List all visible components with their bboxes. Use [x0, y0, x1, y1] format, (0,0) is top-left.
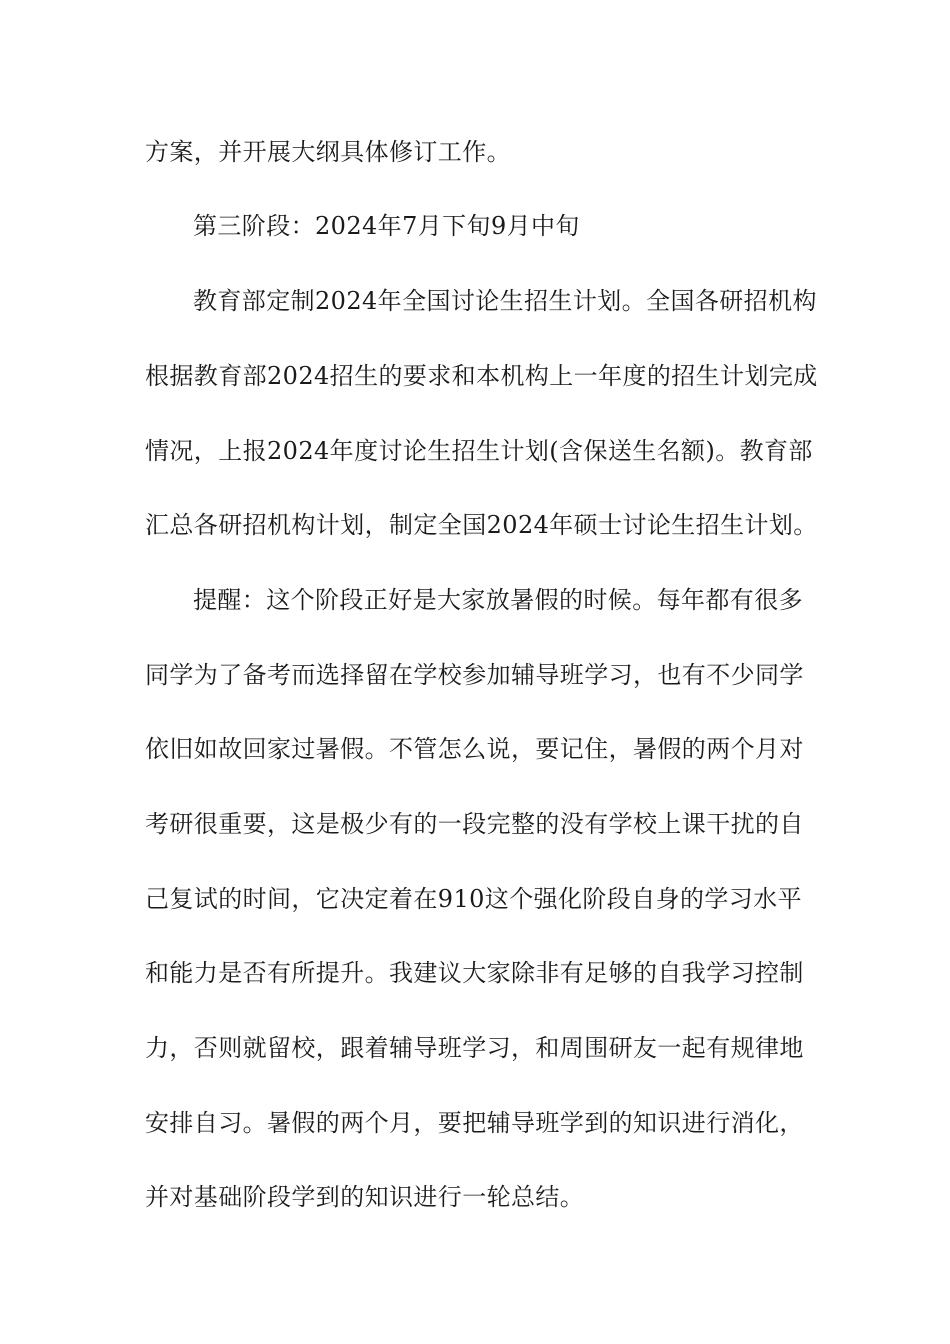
paragraph-line: 情况，上报2024年度讨论生招生计划(含保送生名额)。教育部 [145, 437, 813, 465]
paragraph-line: 己复试的时间，它决定着在910这个强化阶段自身的学习水平 [145, 885, 803, 913]
paragraph-line: 考研很重要，这是极少有的一段完整的没有学校上课干扰的自 [145, 810, 804, 838]
paragraph-line: 同学为了备考而选择留在学校参加辅导班学习，也有不少同学 [145, 661, 804, 689]
paragraph-line: 力，否则就留校，跟着辅导班学习，和周围研友一起有规律地 [145, 1034, 804, 1062]
paragraph-line: 提醒：这个阶段正好是大家放暑假的时候。每年都有很多 [193, 586, 803, 614]
paragraph-line: 方案，并开展大纲具体修订工作。 [145, 138, 511, 166]
paragraph-line: 根据教育部2024招生的要求和本机构上一年度的招生计划完成 [145, 362, 818, 390]
paragraph-line: 汇总各研招机构计划，制定全国2024年硕士讨论生招生计划。 [145, 511, 818, 539]
paragraph-line: 安排自习。暑假的两个月，要把辅导班学到的知识进行消化， [145, 1109, 804, 1137]
paragraph-line: 并对基础阶段学到的知识进行一轮总结。 [145, 1183, 585, 1211]
section-heading: 第三阶段：2024年7月下旬9月中旬 [193, 212, 580, 240]
paragraph-line: 和能力是否有所提升。我建议大家除非有足够的自我学习控制 [145, 959, 804, 987]
paragraph-line: 依旧如故回家过暑假。不管怎么说，要记住，暑假的两个月对 [145, 735, 804, 763]
paragraph-line: 教育部定制2024年全国讨论生招生计划。全国各研招机构 [193, 287, 817, 315]
